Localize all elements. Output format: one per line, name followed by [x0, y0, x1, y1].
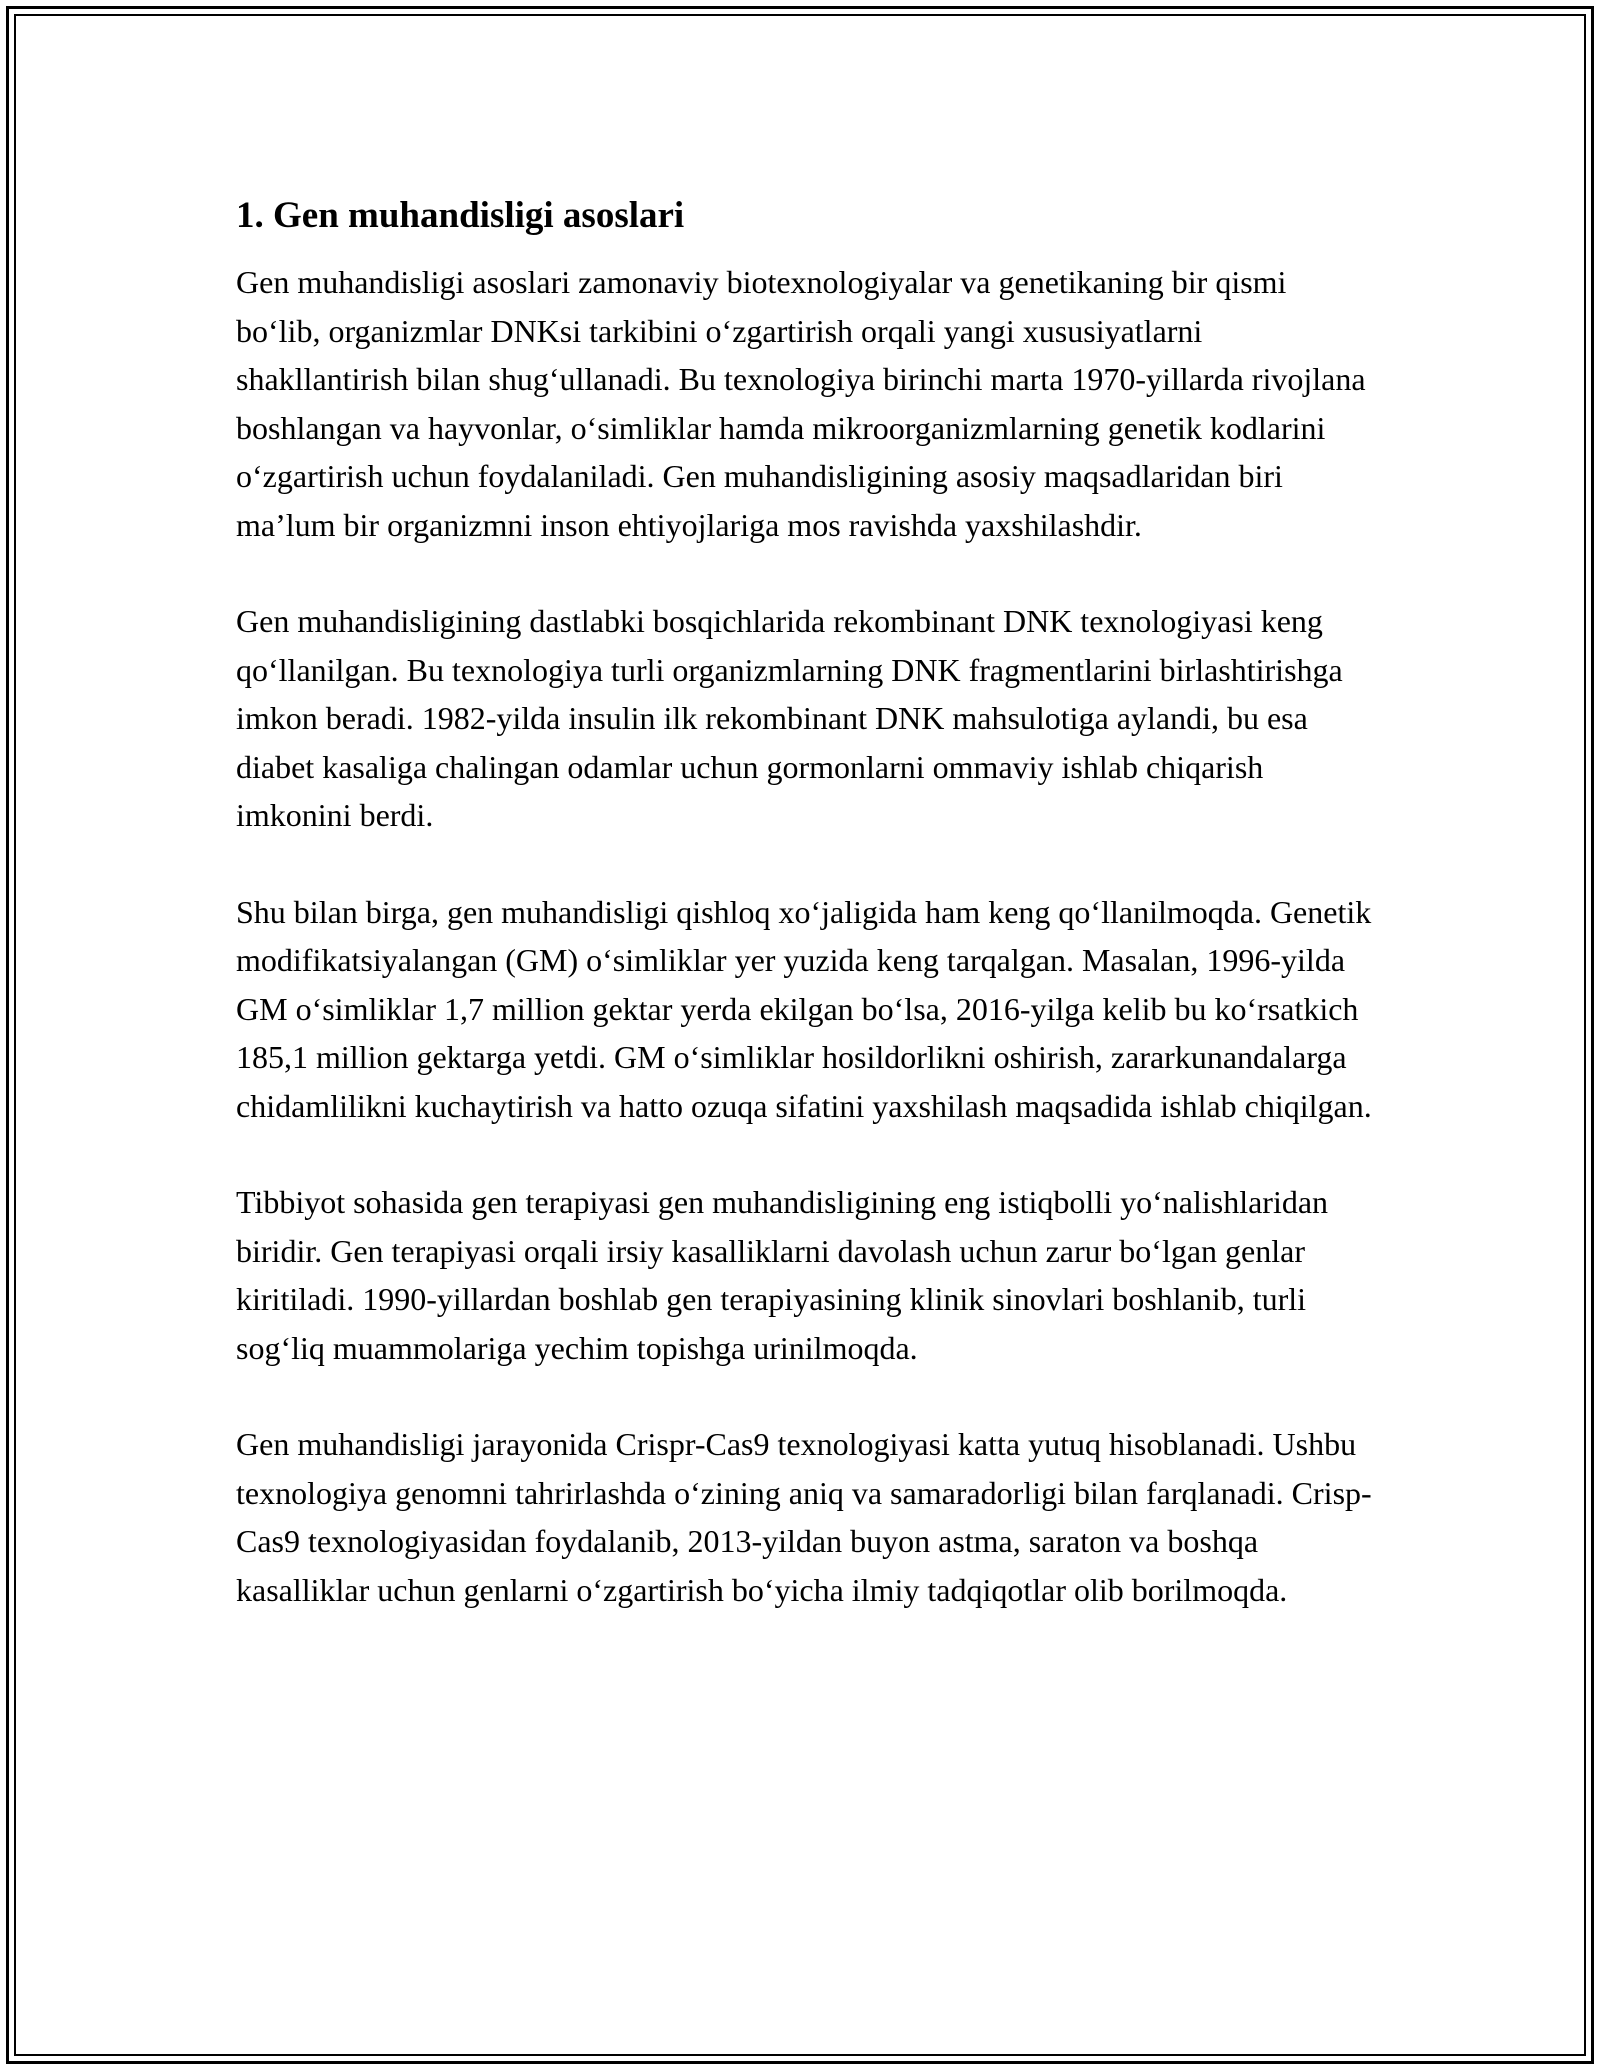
section-heading: 1. Gen muhandisligi asoslari [236, 195, 685, 236]
paragraph-intro: Gen muhandisligi asoslari zamonaviy biotexnologiyalar va genetikaning bir qismi bo‘lib, organizmlar DNKsi tarkibini o‘zgartirish orqali yangi xususiyatlarni shakllantirish bilan shug‘ullanadi. Bu texnologiya birinchi marta 1970-yillarda rivojlana boshlangan va hayvonlar, o‘simliklar hamda mikroorganizmlarning genetik kodlarini o‘zgartirish uchun foydalaniladi. Gen muhandisligining asosiy maqsadlaridan biri ma’lum bir organizmni inson ehtiyojlariga mos ravishda yaxshilashdir. [236, 264, 1366, 543]
paragraph-gene-therapy: Tibbiyot sohasida gen terapiyasi gen muhandisligining eng istiqbolli yo‘nalishlaridan biridir. Gen terapiyasi orqali irsiy kasalliklarni davolash uchun zarur bo‘lgan genlar kiritiladi. 1990-yillardan boshlab gen terapiyasining klinik sinovlari boshlanib, turli sog‘liq muammolariga yechim topishga urinilmoqda. [236, 1184, 1329, 1366]
paragraph-crispr: Gen muhandisligi jarayonida Crispr-Cas9 texnologiyasi katta yutuq hisoblanadi. Ushbu texnologiya genomni tahrirlashda o‘zining aniq va samaradorligi bilan farqlanadi. Crisp-Cas9 texnologiyasidan foydalanib, 2013-yildan buyon astma, saraton va boshqa kasalliklar uchun genlarni o‘zgartirish bo‘yicha ilmiy tadqiqotlar olib borilmoqda. [236, 1426, 1372, 1608]
paragraph-recombinant-dna: Gen muhandisligining dastlabki bosqichlarida rekombinant DNK texnologiyasi keng qo‘llanilgan. Bu texnologiya turli organizmlarning DNK fragmentlarini birlashtirishga imkon beradi. 1982-yilda insulin ilk rekombinant DNK mahsulotiga aylandi, bu esa diabet kasaliga chalingan odamlar uchun gormonlarni ommaviy ishlab chiqarish imkonini berdi. [236, 603, 1343, 833]
document-body [236, 188, 1376, 1662]
paragraph-agriculture: Shu bilan birga, gen muhandisligi qishloq xo‘jaligida ham keng qo‘llanilmoqda. Genetik modifikatsiyalangan (GM) o‘simliklar yer yuzida keng tarqalgan. Masalan, 1996-yilda GM o‘simliklar 1,7 million gektar yerda ekilgan bo‘lsa, 2016-yilga kelib bu ko‘rsatkich 185,1 million gektarga yetdi. GM o‘simliklar hosildorlikni oshirish, zararkunandalarga chidamlilikni kuchaytirish va hatto ozuqa sifatini yaxshilash maqsadida ishlab chiqilgan. [236, 893, 1372, 1124]
